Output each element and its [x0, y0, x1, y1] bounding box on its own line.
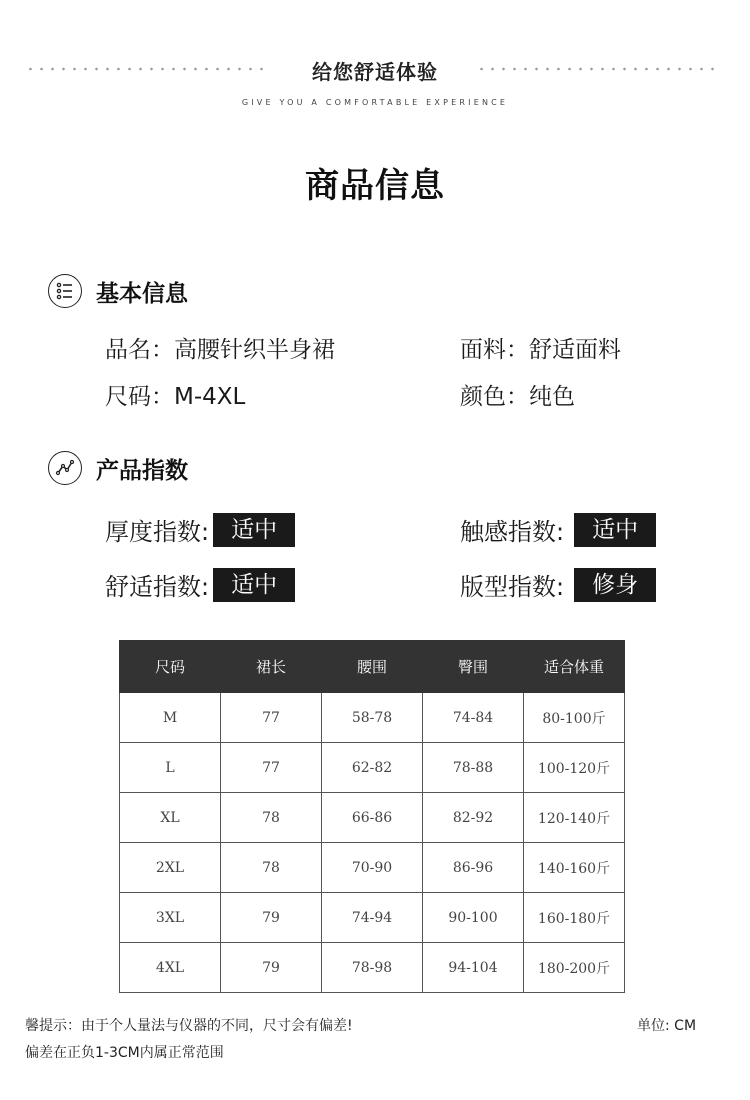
table-cell: 2XL — [120, 843, 221, 893]
page-title-text: 商品信息 — [305, 166, 445, 206]
table-cell: 160-180斤 — [524, 893, 625, 943]
table-cell: 3XL — [120, 893, 221, 943]
title-wrap — [0, 158, 750, 207]
table-cell: 86-96 — [423, 843, 524, 893]
table-cell: 78-98 — [322, 943, 423, 993]
table-cell: 94-104 — [423, 943, 524, 993]
product-color: 颜色：纯色 — [460, 384, 575, 410]
fit-index-label: 版型指数: — [460, 573, 565, 601]
page-title — [299, 158, 451, 207]
touch-index-badge: 适中 — [574, 513, 656, 547]
table-cell: 82-92 — [423, 793, 524, 843]
table-cell: 100-120斤 — [524, 743, 625, 793]
touch-index-label: 触感指数: — [460, 518, 565, 546]
section-basic-info — [48, 274, 188, 308]
comfort-index — [105, 567, 295, 602]
table-cell: 90-100 — [423, 893, 524, 943]
measurement-tip: 馨提示：由于个人量法与仪器的不同，尺寸会有偏差! — [25, 1018, 353, 1034]
table-cell: 74-84 — [423, 693, 524, 743]
table-cell: 4XL — [120, 943, 221, 993]
section-product-index-label: 产品指数 — [96, 457, 188, 484]
table-cell: 120-140斤 — [524, 793, 625, 843]
thickness-index — [105, 512, 295, 547]
product-fabric: 面料：舒适面料 — [460, 337, 621, 363]
thickness-index-label: 厚度指数: — [105, 518, 210, 546]
table-cell: 62-82 — [322, 743, 423, 793]
section-product-index — [48, 451, 188, 485]
comfort-index-label: 舒适指数: — [105, 573, 210, 601]
product-name: 品名：高腰针织半身裙 — [105, 337, 335, 363]
size-table — [119, 640, 625, 993]
table-cell: L — [120, 743, 221, 793]
table-cell: 58-78 — [322, 693, 423, 743]
product-size-range: 尺码：M-4XL — [105, 384, 246, 410]
table-cell: 66-86 — [322, 793, 423, 843]
list-icon — [48, 274, 82, 308]
section-basic-info-label: 基本信息 — [96, 280, 188, 307]
thickness-index-badge: 适中 — [213, 513, 295, 547]
table-cell: 80-100斤 — [524, 693, 625, 743]
table-row — [120, 793, 625, 843]
table-cell: 180-200斤 — [524, 943, 625, 993]
table-row — [120, 843, 625, 893]
trend-chart-icon — [48, 451, 82, 485]
table-header-cell: 臀围 — [423, 641, 524, 693]
table-cell: 70-90 — [322, 843, 423, 893]
table-header-row — [120, 641, 625, 693]
table-cell: 140-160斤 — [524, 843, 625, 893]
slogan-english: GIVE YOU A COMFORTABLE EXPERIENCE — [241, 98, 509, 107]
table-row — [120, 943, 625, 993]
table-cell: XL — [120, 793, 221, 843]
table-row — [120, 743, 625, 793]
table-cell: M — [120, 693, 221, 743]
table-cell: 79 — [221, 943, 322, 993]
table-cell: 77 — [221, 693, 322, 743]
table-cell: 77 — [221, 743, 322, 793]
table-cell: 74-94 — [322, 893, 423, 943]
unit-label: 单位: CM — [637, 1018, 697, 1034]
fit-index — [460, 567, 656, 602]
slogan: 给您舒适体验 — [312, 60, 438, 84]
table-row — [120, 693, 625, 743]
table-cell: 79 — [221, 893, 322, 943]
table-header-cell: 腰围 — [322, 641, 423, 693]
table-header-cell: 裙长 — [221, 641, 322, 693]
table-header-cell: 适合体重 — [524, 641, 625, 693]
comfort-index-badge: 适中 — [213, 568, 295, 602]
table-cell: 78 — [221, 793, 322, 843]
touch-index — [460, 512, 656, 547]
table-row — [120, 893, 625, 943]
table-cell: 78 — [221, 843, 322, 893]
table-header-cell: 尺码 — [120, 641, 221, 693]
table-cell: 78-88 — [423, 743, 524, 793]
deviation-note: 偏差在正负1-3CM内属正常范围 — [25, 1045, 224, 1061]
fit-index-badge: 修身 — [574, 568, 656, 602]
